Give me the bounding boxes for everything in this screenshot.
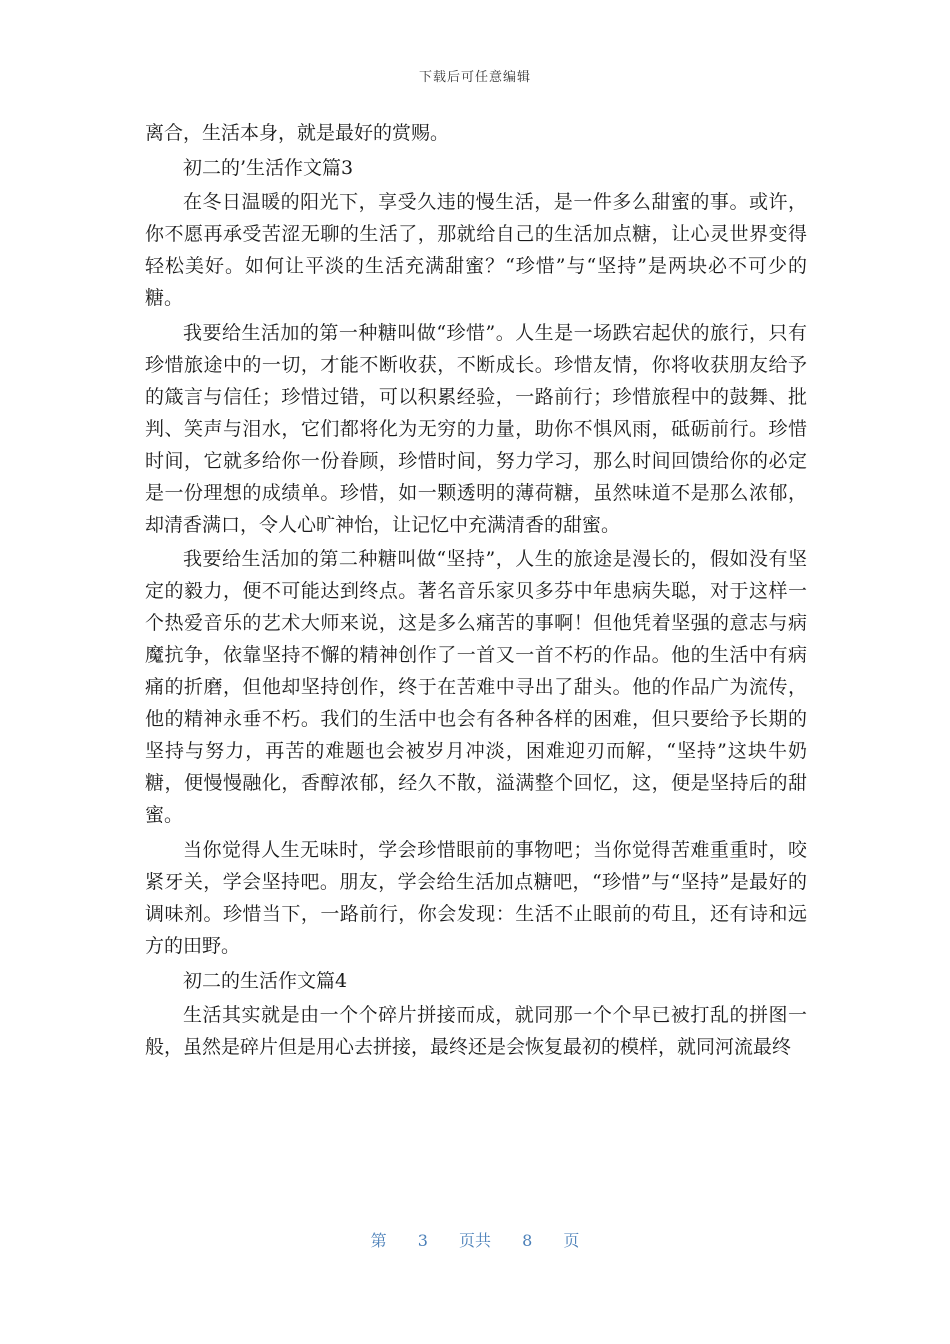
current-page-number: 3 [417,1231,428,1250]
paragraph-continuation: 离合，生活本身，就是最好的赏赐。 [145,122,450,144]
paragraph: 生活其实就是由一个个碎片拼接而成，就同那一个个早已被打乱的拼图一般，虽然是碎片但是用心去拼接，最终还是会恢复最初的模样，就同河流最终 [145,1004,807,1059]
header-note: 下载后可任意编辑 [418,70,531,85]
page-label-suffix: 页 [563,1231,580,1250]
section-heading-4: 初二的生活作文篇4 [183,969,348,992]
section-heading-3: 初二的’生活作文篇3 [183,156,354,179]
paragraph: 我要给生活加的第二种糖叫做“坚持”，人生的旅途是漫长的，假如没有坚定的毅力，便不可能达到终点。著名音乐家贝多芬中年患病失聪，对于这样一个热爱音乐的艺术大师来说，这是多么痛苦的事啊！但他凭着坚强的意志与病魔抗争，依靠坚持不懈的精神创作了一首又一首不朽的作品。他的生活中有病痛的折磨，但他却坚持创作，终于在苦难中寻出了甜头。他的作品广为流传，他的精神永垂不朽。我们的生活中也会有各种各样的困难，但只要给予长期的坚持与努力，再苦的难题也会被岁月冲淡，困难迎刃而解，“坚持”这块牛奶糖，便慢慢融化，香醇浓郁，经久不散，溢满整个回忆，这，便是坚持后的甜蜜。 [145,548,807,827]
page-label-mid: 页共 [458,1231,491,1250]
paragraph: 在冬日温暖的阳光下，享受久违的慢生活，是一件多么甜蜜的事。或许，你不愿再承受苦涩无聊的生活了，那就给自己的生活加点糖，让心灵世界变得轻松美好。如何让平淡的生活充满甜蜜？“珍惜”与“坚持”是两块必不可少的糖。 [145,191,807,310]
document-body [145,117,807,1066]
page-number-footer [0,1228,950,1251]
paragraph: 当你觉得人生无味时，学会珍惜眼前的事物吧；当你觉得苦难重重时，咬紧牙关，学会坚持吧。朋友，学会给生活加点糖吧，“珍惜”与“坚持”是最好的调味剂。珍惜当下，一路前行，你会发现：生活不止眼前的苟且，还有诗和远方的田野。 [145,838,807,957]
page-label-prefix: 第 [370,1231,387,1250]
paragraph: 我要给生活加的第一种糖叫做“珍惜”。人生是一场跌宕起伏的旅行，只有珍惜旅途中的一切，才能不断收获，不断成长。珍惜友情，你将收获朋友给予的箴言与信任；珍惜过错，可以积累经验，一路前行；珍惜旅程中的鼓舞、批判、笑声与泪水，它们都将化为无穷的力量，助你不惧风雨，砥砺前行。珍惜时间，它就多给你一份眷顾，珍惜时间，努力学习，那么时间回馈给你的必定是一份理想的成绩单。珍惜，如一颗透明的薄荷糖，虽然味道不是那么浓郁，却清香满口，令人心旷神怡，让记忆中充满清香的甜蜜。 [145,321,807,536]
total-page-number: 8 [522,1231,533,1250]
